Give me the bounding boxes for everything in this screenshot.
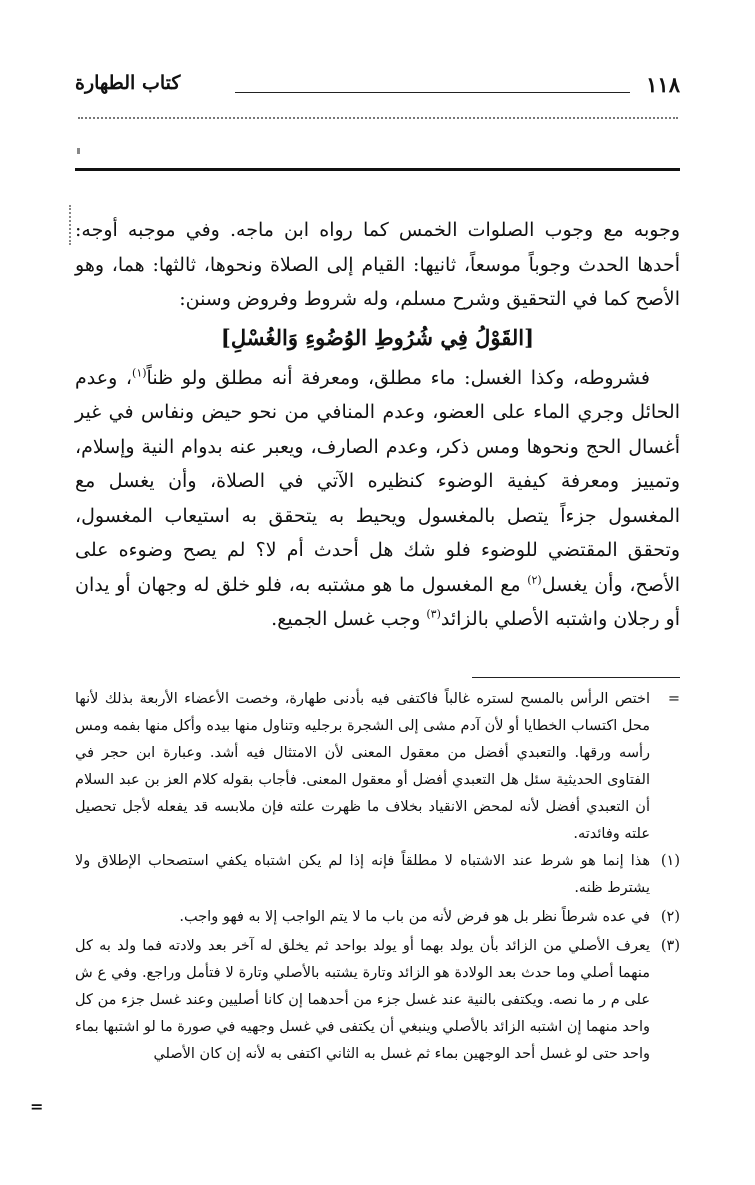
footnote-separator	[472, 677, 680, 678]
header-thick-rule	[75, 168, 680, 171]
footnote-item	[75, 686, 680, 848]
footnote-ref-2[interactable]: (٢)	[527, 573, 542, 587]
header-rule	[235, 92, 630, 93]
footnote-item	[75, 904, 680, 931]
paragraph-2-part-b: ، وعدم الحائل وجري الماء على العضو، وعدم المنافي من نحو حيض ونفاس في غير أغسال الحج ونحوها ومس ذكر، وعدم الصارف، ويعبر عنه بدوام النية وإسلام، وتمييز ومعرفة كيفية الوضوء كنظيره الآتي في الصلاة، وأن يغسل مع المغسول جزءاً يتصل بالمغسول ويحيط به يتحقق به استيعاب المغسول، وتحقق المقتضي للوضوء فلو شك هل أحدث أم لا؟ لم يصح وضوءه على الأصح، وأن يغسل	[75, 366, 680, 596]
paragraph-2-part-c: مع المغسول ما هو مشتبه به، فلو خلق له وجهان أو يدان أو رجلان واشتبه الأصلي بالزائد	[75, 573, 680, 630]
footnote-text: اختص الرأس بالمسح لستره غالباً فاكتفى فيه بأدنى طهارة، وخصت الأعضاء الأربعة بذلك لأنها محل اكتساب الخطايا أو لأن آدم مشى إلى الشجرة برجليه وتناول منها بيده وأكل منها بفمه ومس رأسه ورقها. والتعبدي أفضل من معقول المعنى لأن الامتثال فيه أشد. وعبارة ابن حجر في الفتاوى الحديثية سئل هل التعبدي أفضل أو معقول المعنى. فأجاب بقوله كلام العز بن عبد السلام أن التعبدي أفضل لأنه لمحض الانقياد بخلاف ما ظهرت علته فإن ملابسه قد يفعله لأجل تحصيل علته وفائدته.	[75, 691, 650, 842]
paragraph-2-part-a: فشروطه، وكذا الغسل: ماء مطلق، ومعرفة أنه مطلق ولو ظناً	[146, 366, 651, 389]
dotted-divider	[78, 117, 678, 133]
footnote-text: في عده شرطاً نظر بل هو فرض لأنه من باب ما لا يتم الواجب إلا به فهو واجب.	[179, 909, 650, 925]
footnote-mark: (١)	[660, 853, 680, 869]
footnote-mark: =	[667, 691, 680, 707]
running-header	[75, 70, 680, 100]
section-heading: [القَوْلُ فِي شُرُوطِ الوُضُوءِ وَالغُسْلِ]	[220, 324, 535, 350]
book-title: كتاب الطهارة	[75, 72, 181, 94]
continuation-mark: =	[30, 1097, 44, 1116]
margin-tick	[77, 148, 80, 154]
margin-dotted-mark	[69, 205, 74, 245]
footnote-text: هذا إنما هو شرط عند الاشتباه لا مطلقاً فإنه إذا لم يكن اشتباه يكفي استصحاب الإطلاق ولا يشترط ظنه.	[75, 853, 650, 896]
paragraph-1: وجوبه مع وجوب الصلوات الخمس كما رواه ابن ماجه. وفي موجبه أوجه: أحدها الحدث وجوباً موسعاً، ثانيها: القيام إلى الصلاة ونحوها، ثالثها: هما، وهو الأصح كما في التحقيق وشرح مسلم، وله شروط وفروض وسنن:	[75, 219, 680, 310]
footnote-text: يعرف الأصلي من الزائد بأن يولد بهما أو يولد بواحد ثم يخلق له آخر بعد ولادته فما ولد به كل منهما أصلي وما حدث بعد الولادة هو الزائد وتارة يشتبه بالأصلي وتارة لا فتأمل وراجع. وفي ع ش على م ر ما نصه. ويكتفى بالنية عند غسل جزء من أحدهما إن كانا أصليين وعند غسل جزء من كل واحد منهما إن اشتبه الزائد بالأصلي وينبغي أن يكتفى في غسل وجهيه في صورة ما لو اشتبها بماء واحد حتى لو غسل أحد الوجهين بماء ثم غسل به الثاني اكتفى به لأنه إن كان الأصلي	[75, 938, 650, 1062]
footnote-item	[75, 848, 680, 902]
footnote-mark: (٣)	[660, 938, 680, 954]
paragraph-2-part-d: وجب غسل الجميع.	[271, 608, 427, 630]
footnotes	[75, 686, 680, 1068]
footnote-ref-3[interactable]: (٣)	[426, 607, 441, 621]
footnote-mark: (٢)	[660, 909, 680, 925]
footnote-ref-1[interactable]: (١)	[132, 366, 147, 380]
footnote-item	[75, 933, 680, 1068]
paragraph-2	[75, 361, 680, 637]
main-text	[75, 213, 680, 637]
page-number: ١١٨	[646, 72, 680, 97]
